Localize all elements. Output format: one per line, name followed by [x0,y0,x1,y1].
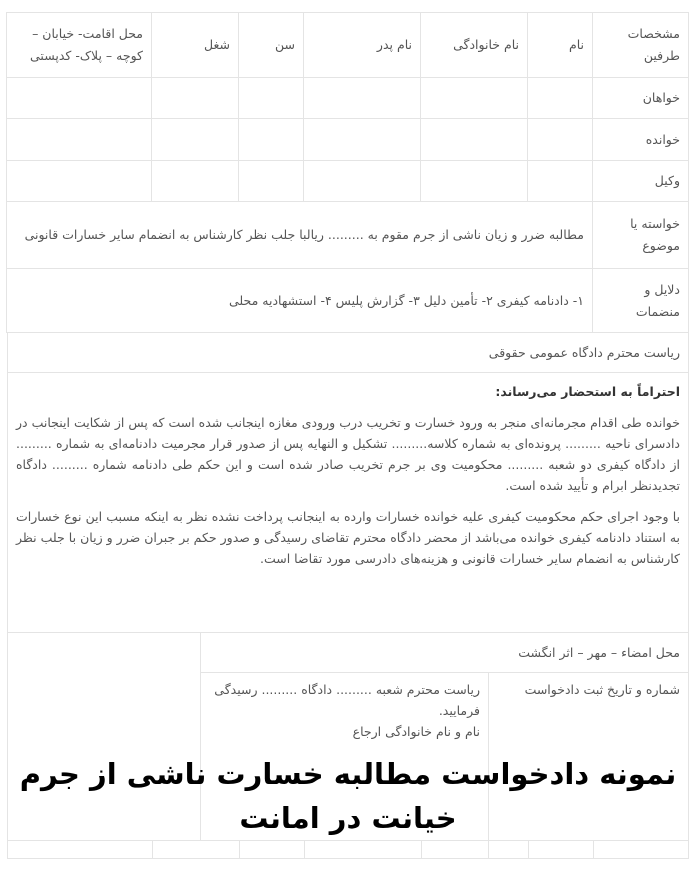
header-cell: محل اقامت- خیابان – کوچه – پلاک- کدپستی [7,13,152,78]
header-cell: سن [239,13,304,78]
evidence-label: دلایل و منضمات [593,269,689,333]
overlay-title: نمونه دادخواست مطالبه خسارت ناشی از جرم خیانت در امانت [19,757,677,835]
table-row [7,161,689,202]
paragraph-2: با وجود اجرای حکم محکومیت کیفری علیه خوانده خسارات وارده به اینجانب پرداخت نشده نظر به اینکه مسبب این نوع خسارات به استناد دادنامه کیفری خوانده می‌باشد از محضر دادگاه محترم تقاضای رسیدگی و صدور حکم بر جبران ضرر و زیان با جلب نظر کارشناس به انضمام سایر خسارات قانونی و هزینه‌های دادرسی مورد تقاضا است. [16,509,680,566]
court-text: ریاست محترم دادگاه عمومی حقوقی [488,345,680,360]
evidence-value: ۱- دادنامه کیفری ۲- تأمین دلیل ۳- گزارش پلیس ۴- استشهادیه محلی [7,269,593,333]
petition-form [7,12,689,333]
footer-row [7,840,689,859]
claim-row [7,202,689,269]
table-row [7,119,689,161]
table-row [7,78,689,119]
row-label: خواهان [593,78,689,119]
row-label: وکیل [593,161,689,202]
header-cell: شغل [152,13,239,78]
referral-text: ریاست محترم شعبه ......... دادگاه ......... رسیدگی فرمایید. [214,682,480,718]
paragraph-1: خوانده طی اقدام مجرمانه‌ای منجر به ورود خسارت و تخریب درب ورودی مغازه اینجانب شده است که پس از شکایت اینجانب در دادسرای ناحیه ......... پرونده‌ای به شماره کلاسه......... تشکیل و النهایه پس از صدور قرار مجرمیت دادنامه‌ای به شماره ......... از دادگاه کیفری دو شعبه ......... محکومیت وی بر جرم تخریب صادر شده است و این حکم طی دادنامه شماره ......... دادگاه تجدیدنظر ابرام و تأیید شده است. [16,415,680,493]
claim-label: خواسته یا موضوع [593,202,689,269]
signature-cell [200,632,689,673]
header-cell: نام خانوادگی [421,13,528,78]
table-header-row [7,13,689,78]
row-label: خوانده [593,119,689,161]
court-address [7,332,689,373]
header-cell: مشخصات طرفین [593,13,689,78]
petition-body [7,372,689,633]
referral-name: نام و نام خانوادگی ارجاع [352,724,480,739]
header-cell: نام [528,13,593,78]
parties-table [6,12,689,333]
signature-label: محل امضاء – مهر – اثر انگشت [518,645,680,660]
header-cell: نام پدر [304,13,421,78]
registration-label: شماره و تاریخ ثبت دادخواست [524,682,680,697]
evidence-row [7,269,689,333]
claim-value: مطالبه ضرر و زیان ناشی از جرم مقوم به ......... ریالبا جلب نظر کارشناس به انضمام سایر خسارات قانونی [7,202,593,269]
greeting: احتراماً به استحضار می‌رساند: [495,384,680,399]
